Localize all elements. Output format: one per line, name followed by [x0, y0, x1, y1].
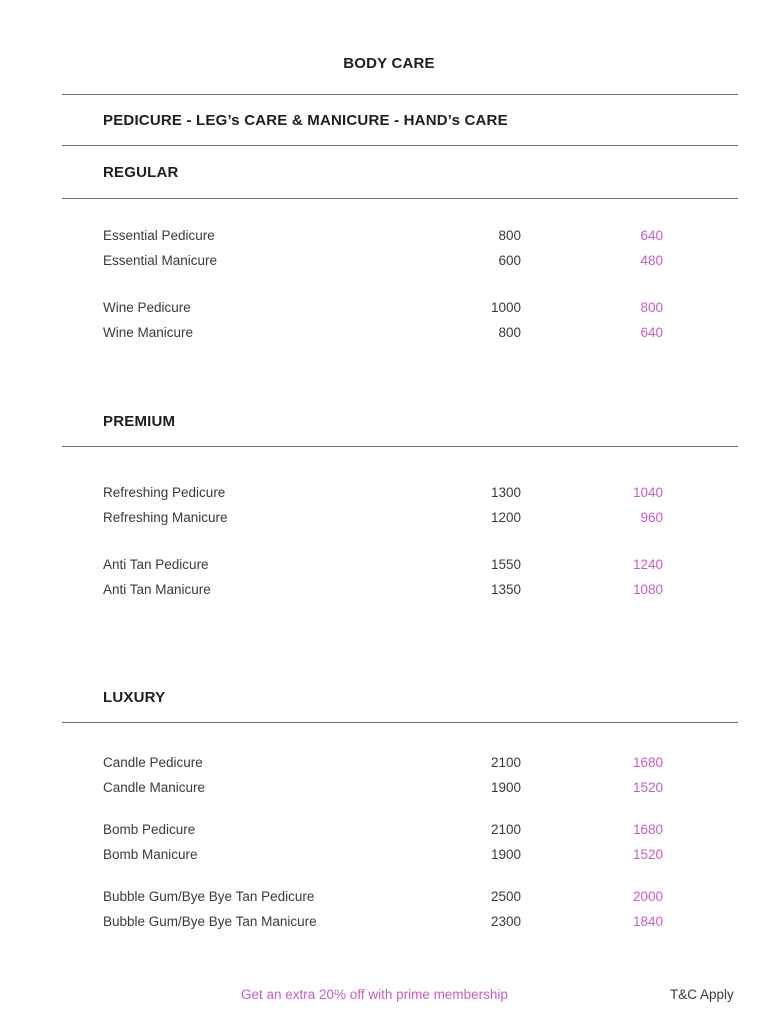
regular-price: 1900 — [490, 847, 521, 862]
regular-price: 2100 — [490, 755, 521, 770]
list-item — [0, 914, 778, 932]
list-item — [0, 228, 778, 246]
offer-price: 1520 — [632, 780, 663, 795]
offer-price: 1240 — [632, 557, 663, 572]
list-item — [0, 253, 778, 271]
divider — [62, 446, 738, 447]
offer-price: 1520 — [632, 847, 663, 862]
service-name: Bubble Gum/Bye Bye Tan Pedicure — [103, 889, 315, 904]
divider — [62, 722, 738, 723]
section-heading-regular: REGULAR — [103, 164, 179, 181]
subtitle: PEDICURE - LEG’s CARE & MANICURE - HAND’s CARE — [103, 112, 508, 129]
section-heading-premium: PREMIUM — [103, 413, 176, 430]
list-item — [0, 300, 778, 318]
service-name: Essential Pedicure — [103, 228, 215, 243]
service-name: Bomb Manicure — [103, 847, 198, 862]
list-item — [0, 325, 778, 343]
service-name: Refreshing Pedicure — [103, 485, 226, 500]
offer-price: 640 — [640, 325, 663, 340]
divider — [62, 94, 738, 95]
offer-price: 960 — [640, 510, 663, 525]
service-name: Bubble Gum/Bye Bye Tan Manicure — [103, 914, 317, 929]
offer-price: 800 — [640, 300, 663, 315]
service-name: Wine Pedicure — [103, 300, 191, 315]
service-name: Candle Manicure — [103, 780, 206, 795]
regular-price: 1000 — [490, 300, 521, 315]
regular-price: 1350 — [490, 582, 521, 597]
divider — [62, 198, 738, 199]
service-name: Anti Tan Manicure — [103, 582, 211, 597]
list-item — [0, 889, 778, 907]
offer-price: 1040 — [632, 485, 663, 500]
regular-price: 2300 — [490, 914, 521, 929]
offer-price: 480 — [640, 253, 663, 268]
membership-promo: Get an extra 20% off with prime membership — [241, 987, 508, 1002]
terms-note: T&C Apply — [670, 987, 734, 1002]
regular-price: 1300 — [490, 485, 521, 500]
list-item — [0, 582, 778, 600]
service-name: Wine Manicure — [103, 325, 194, 340]
regular-price: 800 — [498, 228, 521, 243]
regular-price: 2500 — [490, 889, 521, 904]
list-item — [0, 822, 778, 840]
regular-price: 800 — [498, 325, 521, 340]
page-title: BODY CARE — [343, 55, 435, 72]
divider — [62, 145, 738, 146]
list-item — [0, 847, 778, 865]
regular-price: 1200 — [490, 510, 521, 525]
regular-price: 600 — [498, 253, 521, 268]
regular-price: 1900 — [490, 780, 521, 795]
regular-price: 2100 — [490, 822, 521, 837]
offer-price: 1840 — [632, 914, 663, 929]
offer-price: 640 — [640, 228, 663, 243]
offer-price: 1680 — [632, 822, 663, 837]
service-name: Anti Tan Pedicure — [103, 557, 209, 572]
offer-price: 2000 — [632, 889, 663, 904]
regular-price: 1550 — [490, 557, 521, 572]
list-item — [0, 557, 778, 575]
service-name: Refreshing Manicure — [103, 510, 228, 525]
section-heading-luxury: LUXURY — [103, 689, 166, 706]
offer-price: 1080 — [632, 582, 663, 597]
service-name: Candle Pedicure — [103, 755, 203, 770]
offer-price: 1680 — [632, 755, 663, 770]
list-item — [0, 780, 778, 798]
service-name: Essential Manicure — [103, 253, 218, 268]
list-item — [0, 755, 778, 773]
service-name: Bomb Pedicure — [103, 822, 196, 837]
list-item — [0, 510, 778, 528]
list-item — [0, 485, 778, 503]
